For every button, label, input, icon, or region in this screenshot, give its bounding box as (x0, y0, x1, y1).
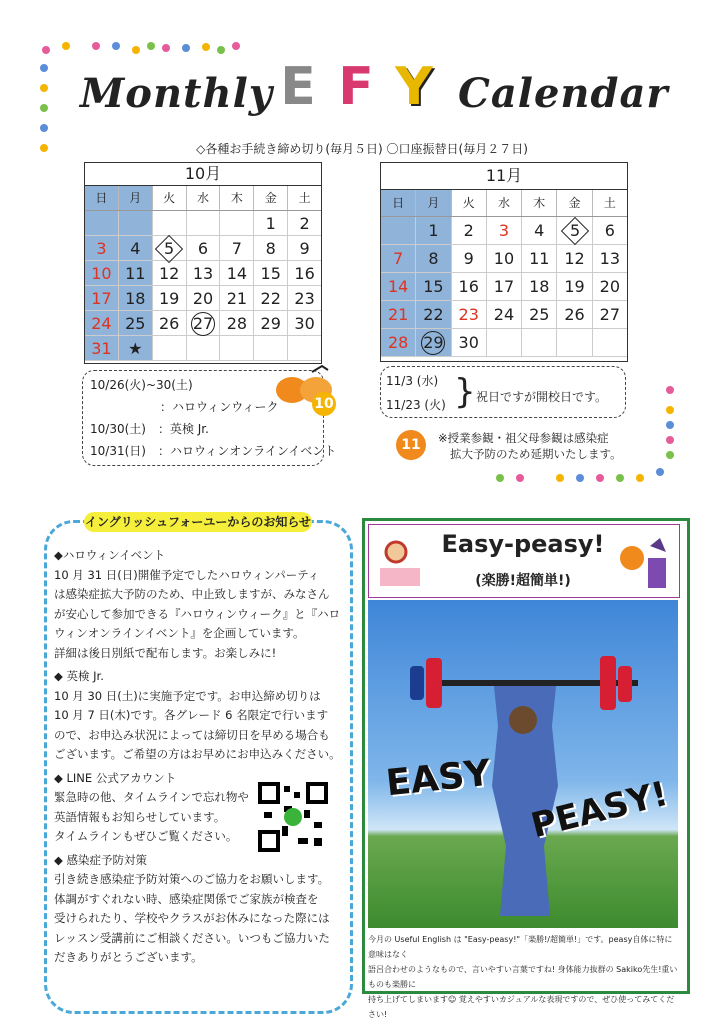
day-number: 20 (192, 289, 214, 308)
day-cell (416, 217, 451, 245)
day-number: 11 (125, 264, 146, 283)
november-day-grid (381, 217, 627, 357)
day-number: 25 (529, 305, 550, 324)
news-heading: ◆ LINE 公式アカウント (54, 770, 177, 785)
week-row (85, 336, 321, 361)
news-paragraph-line: タイムラインもぜひご覧ください。 (54, 829, 238, 843)
day-cell (254, 236, 288, 261)
weekday-mon: 月 (119, 186, 153, 210)
day-cell (85, 311, 119, 336)
day-number: 19 (158, 289, 180, 308)
day-cell (119, 311, 153, 336)
day-cell (452, 245, 487, 273)
day-number: 18 (125, 289, 146, 308)
week-row (85, 286, 321, 311)
day-number: 24 (91, 314, 112, 333)
day-number: 17 (493, 277, 515, 296)
day-number: 6 (197, 239, 209, 258)
day-number: 9 (299, 239, 310, 258)
day-cell (487, 245, 522, 273)
news-title: イングリッシュフォーユーからのお知らせ (84, 512, 312, 532)
day-number: 3 (498, 221, 510, 240)
news-paragraph-line: だきありがとうございます。 (54, 950, 203, 964)
empty-cell (220, 336, 254, 361)
day-cell (288, 311, 321, 336)
weekday-sun: 日 (85, 186, 119, 210)
day-cell (220, 261, 254, 286)
news-paragraph-line: ので、お申込み状況によっては締切日を早める場合も (54, 727, 330, 742)
day-number: 3 (96, 239, 107, 258)
holiday-nov-3: 11/3 (水) (386, 374, 439, 388)
easy-peasy-title: Easy-peasy! (441, 530, 605, 558)
qr-code-icon[interactable] (258, 782, 328, 852)
day-cell (522, 301, 557, 329)
week-row (381, 273, 627, 301)
weekday-fri: 金 (254, 186, 288, 210)
day-cell (557, 245, 592, 273)
empty-cell (288, 336, 321, 361)
empty-cell (557, 329, 592, 357)
day-number: 4 (130, 239, 141, 258)
day-cell (220, 286, 254, 311)
day-number: 8 (428, 249, 439, 268)
day-number: 12 (564, 249, 585, 268)
day-cell (593, 301, 627, 329)
week-row (85, 311, 321, 336)
day-number: 19 (564, 277, 585, 296)
day-number: 10 (493, 249, 515, 268)
title-calendar: Calendar (458, 70, 669, 117)
day-cell (85, 286, 119, 311)
weekday-sat: 土 (298, 191, 311, 205)
news-paragraph-line: 10 月 7 日(木)です。各グレード 6 名限定で行います (54, 708, 329, 722)
day-number: 16 (294, 264, 315, 283)
day-number: 28 (226, 314, 248, 333)
empty-cell (220, 211, 254, 236)
day-cell (557, 301, 592, 329)
day-cell (452, 301, 487, 329)
day-cell (522, 217, 557, 245)
payment-marker (421, 331, 445, 355)
day-number: 1 (265, 214, 276, 233)
day-number: 14 (387, 277, 409, 296)
news-paragraph-line: 詳細は後日別紙で配布します。お楽しみに! (54, 645, 277, 660)
day-cell (288, 236, 321, 261)
day-number: 5 (164, 239, 175, 258)
week-row (381, 301, 627, 329)
logo-letter-e: E (280, 57, 316, 117)
easy-peasy-subtitle: (楽勝!超簡単!) (475, 573, 571, 589)
empty-cell (187, 336, 221, 361)
easy-peasy-caption (368, 932, 678, 1022)
day-number: 8 (265, 239, 276, 258)
day-number: 18 (529, 277, 550, 296)
day-cell (522, 273, 557, 301)
day-number: 29 (260, 314, 281, 333)
event-halloween-week-label: ：ハロウィンウィーク (160, 400, 279, 414)
day-number: 17 (91, 289, 112, 308)
day-cell (381, 273, 416, 301)
deadline-note: ◇各種お手続き締め切り(毎月５日) 〇口座振替日(毎月２７日) (196, 142, 528, 156)
empty-cell (153, 211, 187, 236)
day-number: 13 (599, 249, 620, 268)
empty-cell (593, 329, 627, 357)
november-calendar (380, 162, 628, 362)
weekday-mon: 月 (416, 190, 451, 216)
calendar-title: 11月 (381, 163, 627, 190)
day-cell (452, 329, 487, 357)
news-paragraph-line: 10 月 31 日(日)開催予定でしたハロウィンパーティ (54, 567, 320, 582)
weekday-fri: 金 (557, 190, 592, 216)
day-cell (557, 217, 592, 245)
day-number: 16 (458, 277, 479, 296)
day-number: 22 (423, 305, 444, 324)
week-row (381, 217, 627, 245)
event-eiken-jr: 10/30(土) ：英検 Jr. (90, 422, 209, 436)
day-cell (119, 286, 153, 311)
week-row (85, 211, 321, 236)
empty-cell (85, 211, 119, 236)
logo-letter-f: F (338, 57, 374, 117)
caption-line: 語呂合わせのようなもので、言いやすい言葉ですね! 身体能力抜群の Sakiko先生!重いものも楽勝に (368, 965, 678, 989)
day-number: 5 (569, 221, 580, 240)
day-cell (153, 311, 187, 336)
day-number: 7 (231, 239, 242, 258)
news-paragraph-line: ございます。ご希望の方はお早めにお申込みください。 (54, 747, 341, 761)
empty-cell (381, 217, 416, 245)
day-cell (187, 311, 221, 336)
weekday-wed: 水 (187, 186, 221, 210)
day-cell (381, 245, 416, 273)
october-day-grid (85, 211, 321, 361)
day-cell (254, 311, 288, 336)
news-paragraph-line: 受けられたり、学校やクラスがお休みになった際には (54, 911, 330, 925)
day-number: 20 (599, 277, 620, 296)
day-number: 14 (226, 264, 248, 283)
day-cell (557, 273, 592, 301)
day-cell (220, 311, 254, 336)
day-number: 27 (599, 305, 620, 324)
day-number: 4 (534, 221, 545, 240)
day-cell (487, 273, 522, 301)
news-paragraph-line: 10 月 30 日(土)に実施予定です。お申込締め切りは (54, 688, 321, 703)
brace-symbol: } (454, 372, 476, 412)
day-number: 10 (91, 264, 112, 283)
news-paragraph-line: 英語情報もお知らせしています。 (54, 809, 226, 824)
day-number: 26 (158, 314, 180, 333)
week-row (381, 329, 627, 357)
empty-cell (254, 336, 288, 361)
weekday-tue: 火 (153, 186, 187, 210)
weekday-wed: 水 (487, 190, 522, 216)
title-monthly: Monthly (80, 70, 274, 117)
day-cell (153, 261, 187, 286)
day-cell (254, 211, 288, 236)
day-number: 7 (393, 249, 404, 268)
holiday-nov-23: 11/23 (火) (386, 398, 446, 412)
empty-cell (487, 329, 522, 357)
day-cell (85, 261, 119, 286)
day-number: 27 (192, 314, 214, 333)
day-number: 25 (125, 314, 146, 333)
day-number: 21 (226, 289, 248, 308)
day-cell (153, 236, 187, 261)
day-cell (119, 336, 153, 361)
day-cell (416, 329, 451, 357)
teacher-illustration-icon (374, 538, 424, 590)
week-row (381, 245, 627, 273)
november-badge: 11 (396, 430, 426, 460)
october-calendar (84, 162, 322, 364)
weekday-thu: 木 (220, 186, 254, 210)
weekday-tue: 火 (452, 190, 487, 216)
day-number: 31 (91, 339, 112, 358)
day-number: 13 (192, 264, 214, 283)
day-number: 23 (458, 305, 479, 324)
caption-line: 持ち上げてしまいます☺ 覚えやすいカジュアルな表現ですので、ぜひ使ってみてください! (368, 995, 675, 1019)
day-cell (593, 273, 627, 301)
day-cell (487, 217, 522, 245)
day-cell (487, 301, 522, 329)
day-number: 11 (529, 249, 550, 268)
empty-cell (522, 329, 557, 357)
day-cell (416, 273, 451, 301)
weekday-sun: 日 (381, 190, 416, 216)
day-cell (416, 245, 451, 273)
day-cell (187, 236, 221, 261)
day-number: 1 (428, 221, 439, 240)
day-cell (254, 286, 288, 311)
day-number: 23 (294, 289, 315, 308)
weekday-header (85, 186, 321, 211)
day-cell (288, 211, 321, 236)
day-cell (416, 301, 451, 329)
day-cell (85, 236, 119, 261)
weekday-header (381, 190, 627, 217)
news-heading: ◆ 英検 Jr. (54, 669, 104, 683)
day-cell (288, 261, 321, 286)
caption-line: 今月の Useful English は "Easy-peasy!"「楽勝!/超簡単!」です。peasy自体に特に意味はなく (368, 935, 673, 959)
day-number: 26 (564, 305, 585, 324)
day-number: 24 (493, 305, 515, 324)
day-cell (119, 236, 153, 261)
day-cell (153, 286, 187, 311)
visit-postponed-note-1: ※授業参観・祖父母参観は感染症 (438, 431, 609, 445)
news-heading: ◆ 感染症予防対策 (54, 852, 147, 867)
news-paragraph-line: 引き続き感染症予防対策へのご協力をお願いします。 (54, 872, 330, 886)
day-number: 6 (604, 221, 615, 240)
news-paragraph-line: ウィンオンラインイベント』を企画しています。 (54, 626, 305, 640)
event-online-halloween: 10/31(日) ：ハロウィンオンラインイベント (90, 444, 337, 458)
day-cell (187, 261, 221, 286)
news-paragraph-line: 緊急時の他、タイムラインで忘れ物や (54, 790, 249, 804)
event-halloween-week-dates: 10/26(火)~30(土) (90, 378, 193, 392)
news-paragraph-line: レッスン受講前にご相談ください。いつもご協力いた (54, 930, 330, 945)
day-cell (452, 217, 487, 245)
october-badge: 10 (312, 392, 336, 416)
holiday-open-note: 祝日ですが開校日です。 (476, 390, 608, 404)
day-number: 28 (387, 333, 409, 352)
day-cell (452, 273, 487, 301)
weekday-sat: 土 (603, 196, 616, 210)
day-number: 29 (423, 333, 444, 352)
day-number: 9 (463, 249, 474, 268)
day-number: 15 (260, 264, 281, 283)
deadline-marker (155, 235, 183, 263)
day-cell (85, 336, 119, 361)
day-cell (381, 301, 416, 329)
deadline-marker (560, 217, 588, 245)
day-number: 21 (387, 305, 409, 324)
week-row (85, 261, 321, 286)
day-number: 22 (260, 289, 281, 308)
easy-word: EASY (384, 752, 493, 805)
peasy-word: PEASY! (527, 773, 672, 847)
weekday-thu: 木 (522, 190, 557, 216)
news-heading: ◆ハロウィンイベント (54, 548, 166, 562)
news-paragraph-line: が安心して参加できる『ハロウィンウィーク』と『ハロ (54, 606, 341, 621)
day-number: 12 (158, 264, 180, 283)
day-cell (381, 329, 416, 357)
day-cell (254, 261, 288, 286)
day-cell (187, 286, 221, 311)
week-row (85, 236, 321, 261)
empty-cell (153, 336, 187, 361)
day-number: 15 (423, 277, 444, 296)
day-cell (522, 245, 557, 273)
day-cell (119, 261, 153, 286)
witch-illustration-icon (614, 536, 674, 594)
day-cell (593, 217, 627, 245)
empty-cell (119, 211, 153, 236)
day-cell (220, 236, 254, 261)
visit-postponed-note-2: 拡大予防のため延期いたします。 (450, 447, 622, 461)
news-paragraph-line: は感染症拡大予防のため、中止致しますが、みなさん (54, 587, 330, 601)
day-number: 2 (463, 221, 474, 240)
logo-letter-y: Y (395, 57, 433, 117)
day-number: 30 (458, 333, 479, 352)
calendar-title: 10月 (85, 163, 321, 186)
day-number: 30 (294, 314, 315, 333)
day-number: 2 (299, 214, 310, 233)
day-cell (593, 245, 627, 273)
star-icon: ★ (128, 339, 143, 358)
day-cell (288, 286, 321, 311)
payment-marker (191, 312, 215, 336)
empty-cell (187, 211, 221, 236)
news-paragraph-line: 体調がすぐれない時、感染症関係でご家族が検査を (54, 891, 319, 906)
